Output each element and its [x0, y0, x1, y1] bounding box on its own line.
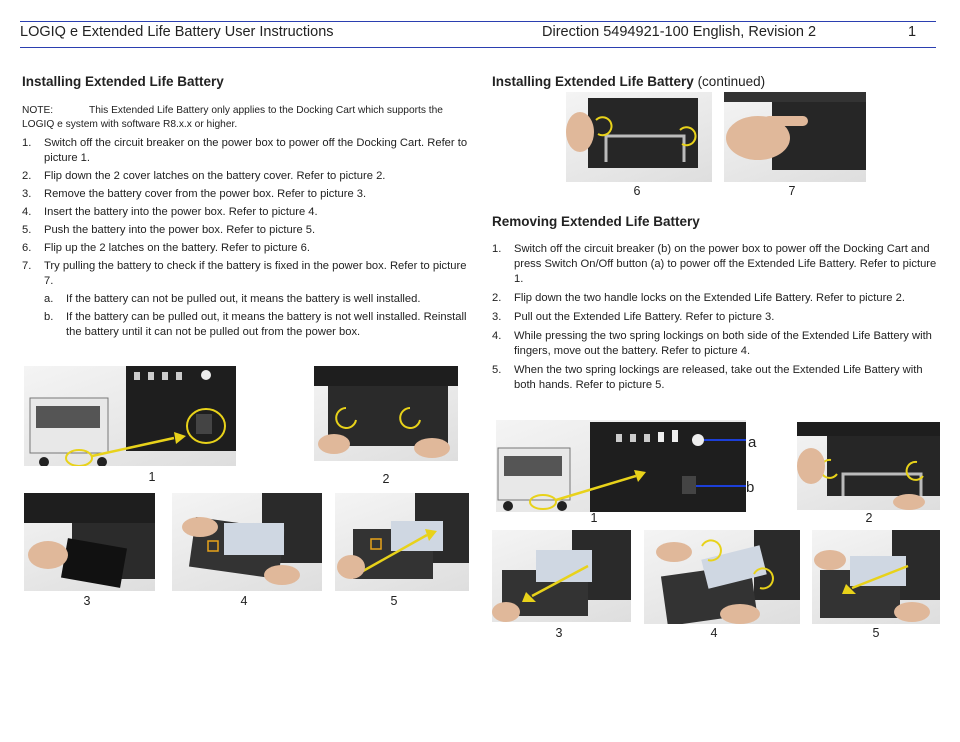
substeps — [44, 292, 472, 340]
install-caption-4: 4 — [240, 594, 248, 608]
spring-lockings-illustration — [644, 530, 800, 624]
document-title: LOGIQ e Extended Life Battery User Instructions — [20, 24, 334, 40]
list-item: 5. When the two spring lockings are released, take out the Extended Life Battery with both hands. Refer to picture 5. — [492, 364, 923, 391]
list-item: 4. While pressing the two spring lockings on both side of the Extended Life Battery with fingers, move out the battery. Refer to picture 4. — [492, 330, 932, 357]
handle-locks-illustration — [797, 422, 940, 510]
remove-caption-4: 4 — [710, 626, 718, 640]
remove-photo-3 — [492, 530, 631, 622]
remove-steps — [492, 242, 940, 393]
remove-cover-illustration — [24, 493, 155, 591]
install-photo-6 — [566, 92, 712, 182]
remove-caption-2: 2 — [865, 511, 873, 525]
install-steps — [22, 136, 472, 343]
note-label: NOTE: — [22, 105, 54, 116]
install-photo-7 — [724, 92, 866, 182]
battery-cover-latches-illustration — [314, 366, 458, 461]
list-item: 2. Flip down the two handle locks on the Extended Life Battery. Refer to picture 2. — [492, 292, 905, 304]
take-out-battery-illustration — [812, 530, 940, 624]
list-item: 1. Switch off the circuit breaker on the power box to power off the Docking Cart. Refer to picture 1. — [22, 137, 468, 164]
remove-photo-2 — [797, 422, 940, 510]
remove-photo-1 — [496, 420, 746, 512]
list-item: b. If the battery can be pulled out, it means the battery is not well installed. Reinstall the battery until it can not be pulled out from the power box. — [44, 311, 467, 338]
document-direction: Direction 5494921-100 English, Revision 2 — [542, 24, 817, 40]
insert-battery-illustration — [172, 493, 322, 591]
header-top-rule — [20, 21, 936, 22]
install-caption-2: 2 — [382, 472, 390, 486]
cart-powerbox-illustration — [24, 366, 236, 466]
pull-check-illustration — [724, 92, 866, 182]
list-item: 3. Pull out the Extended Life Battery. Refer to picture 3. — [492, 311, 775, 323]
install-caption-6: 6 — [633, 184, 641, 198]
flip-up-latches-illustration — [566, 92, 712, 182]
install-caption-1: 1 — [148, 470, 156, 484]
callout-a: a — [748, 434, 757, 451]
remove-heading: Removing Extended Life Battery — [492, 214, 700, 229]
breaker-and-switch-illustration — [496, 420, 746, 512]
list-item: 1. Switch off the circuit breaker (b) on the power box to power off the Docking Cart and press Switch On/Off button (a) to power off the Extended Life Battery. Refer to picture 1. — [492, 243, 937, 285]
install-caption-3: 3 — [83, 594, 91, 608]
install-photo-4 — [172, 493, 322, 591]
pull-out-battery-illustration — [492, 530, 631, 622]
note-text: This Extended Life Battery only applies to the Docking Cart which supports the LOGIQ e system with software R8.x.x or higher. — [22, 105, 443, 130]
remove-caption-1: 1 — [590, 511, 598, 525]
callout-b: b — [746, 479, 755, 496]
install-caption-7: 7 — [788, 184, 796, 198]
install-photo-2 — [314, 366, 458, 461]
install-photo-5 — [335, 493, 469, 591]
list-item: 6. Flip up the 2 latches on the battery. Refer to picture 6. — [22, 242, 310, 254]
note — [22, 104, 472, 132]
install-photo-1 — [24, 366, 236, 466]
remove-caption-3: 3 — [555, 626, 563, 640]
remove-photo-5 — [812, 530, 940, 624]
install-caption-5: 5 — [390, 594, 398, 608]
list-item: 3. Remove the battery cover from the power box. Refer to picture 3. — [22, 188, 367, 200]
remove-caption-5: 5 — [872, 626, 880, 640]
list-item: 7. Try pulling the battery to check if the battery is fixed in the power box. Refer to picture 7. a. If the battery can not be pulled out, it means the battery is well installed. b. If the battery can be pulled out, it means the battery is not well installed. Reinstall the battery until it can not be pulled out from the power box. — [22, 259, 472, 340]
remove-photo-4 — [644, 530, 800, 624]
list-item: 4. Insert the battery into the power box. Refer to picture 4. — [22, 206, 318, 218]
push-battery-illustration — [335, 493, 469, 591]
list-item: 2. Flip down the 2 cover latches on the battery cover. Refer to picture 2. — [22, 170, 386, 182]
header-bottom-rule — [20, 47, 936, 48]
install-heading: Installing Extended Life Battery — [22, 74, 224, 89]
install-continued-heading: Installing Extended Life Battery (continued) — [492, 74, 766, 89]
install-photo-3 — [24, 493, 155, 591]
list-item: 5. Push the battery into the power box. Refer to picture 5. — [22, 224, 316, 236]
list-item: a. If the battery can not be pulled out, it means the battery is well installed. — [44, 293, 421, 305]
page-number: 1 — [908, 24, 917, 40]
